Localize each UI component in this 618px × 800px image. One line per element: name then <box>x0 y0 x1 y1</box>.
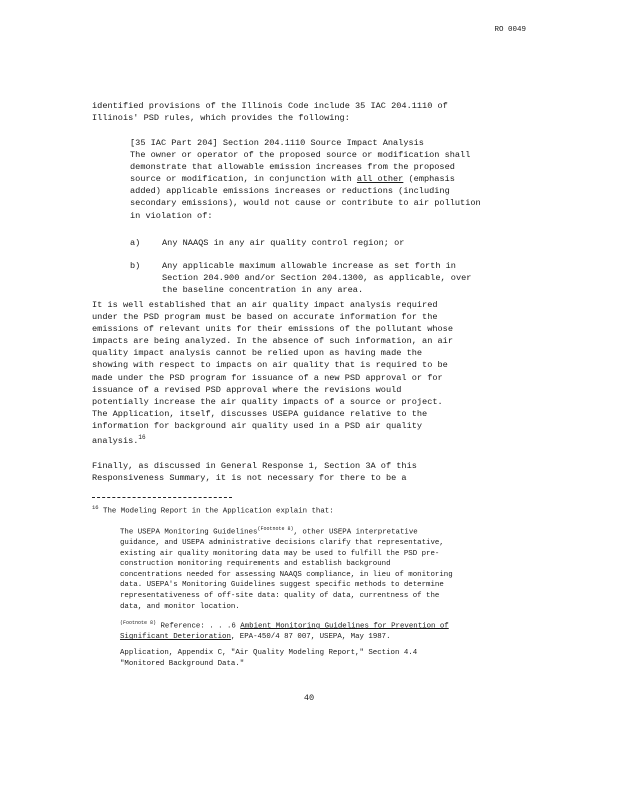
footnote-source: Application, Appendix C, "Air Quality Modeling Report," Section 4.4 "Monitored Background Data." <box>120 649 418 668</box>
footnote-quote: The USEPA Monitoring Guidelines$^{(Footnote 8)}$, other USEPA interpretative guidance, and USEPA administrative decisions clarify that representative, existing air quality monitoring data may be used to fulfill the PSD pre- construction monitoring requirements and establish background concentrations needed for assessing NAAQS compliance, in lieu of monitoring data. USEPA's Monitoring Guidelines suggest specific methods to determine representativeness of off-site data: quality of data, currentness of the data, and monitor location. <box>120 526 453 611</box>
body-paragraph: Finally, as discussed in General Response 1, Section 3A of this Responsiveness Summary, it is not necessary for there to be a <box>92 461 417 484</box>
footnote-reference-note: $^{(Footnote 8)}$ Reference: . . .6 Ambient Monitoring Guidelines for Prevention of Significant Deterioration, EPA-450/4 87 007, USEPA, May 1987. <box>120 620 449 642</box>
list-item-label: a) <box>130 238 141 248</box>
footnote-divider <box>92 497 232 498</box>
page-number: 40 <box>303 693 315 703</box>
list-item-label: b) <box>130 261 141 271</box>
list-item: Any NAAQS in any air quality control region; or <box>162 238 405 248</box>
header-code: RO 0049 <box>494 26 526 34</box>
quoted-rule: [35 IAC Part 204] Section 204.1110 Source Impact Analysis The owner or operator of the proposed source or modification shall demonstrate that allowable emission increases from the proposed source or modification, in conjunction with all other (emphasis added) applicable emissions increases or reductions (including secondary emissions), would not cause or contribute to air pollution in violation of: <box>130 138 481 221</box>
intro-paragraph: identified provisions of the Illinois Code include 35 IAC 204.1110 of Illinois' PSD rules, which provides the following: <box>92 101 448 124</box>
footnote-reference: 16 <box>138 434 146 442</box>
body-paragraph: It is well established that an air quality impact analysis required under the PSD program must be based on accurate information for the emissions of relevant units for their emissions of the pollutant whose impacts are being analyzed. In the absence of such information, an air quality impact analysis cannot be relied upon as having made the showing with respect to impacts on air quality that is required to be made under the PSD program for issuance of a new PSD approval or for issuance of a revised PSD approval where the revisions would potentially increase the air quality impacts of a source or project. The Application, itself, discusses USEPA guidance relative to the information for background air quality used in a PSD air quality analysis.$^{16}$ <box>92 300 453 446</box>
footnote-intro: $^{16}$ The Modeling Report in the Application explain that: <box>92 504 334 516</box>
emphasis-underline: all other <box>356 174 404 185</box>
list-item: Any applicable maximum allowable increase as set forth in Section 204.900 and/or Section 204.1300, as applicable, over the baseline concentration in any area. <box>162 261 472 296</box>
quoted-rule-heading: [35 IAC Part 204] Section 204.1110 Source Impact Analysis <box>130 138 424 148</box>
